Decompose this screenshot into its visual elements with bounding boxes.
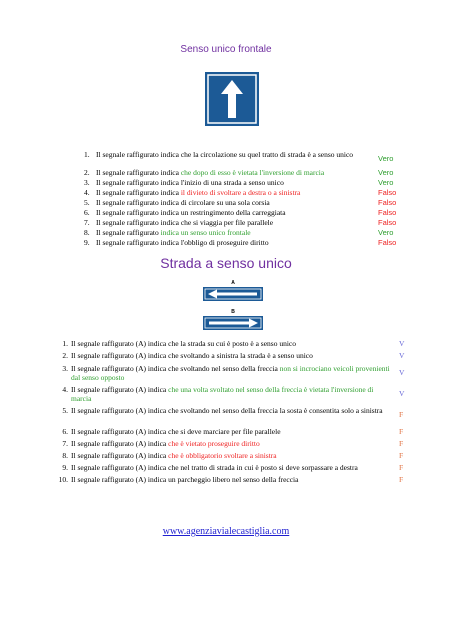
question-number: 5. [62, 406, 68, 415]
answer-label: V [399, 339, 405, 348]
question-number: 4. [62, 385, 68, 394]
question-number: 1. [62, 339, 68, 348]
question-highlight: indica un senso unico frontale [160, 228, 251, 237]
question-text: Il segnale raffigurato (A) indica che si deve marciare per file parallele [71, 427, 281, 436]
question-text: Il segnale raffigurato indica l'obbligo di proseguire diritto [96, 238, 269, 247]
answer-label: F [399, 475, 404, 484]
section2-title: Strada a senso unico [160, 255, 292, 271]
question-text: Il segnale raffigurato indica che si viaggia per file parallele [96, 218, 274, 227]
question-text [96, 168, 376, 177]
question-highlight: che una volta svoltato nel senso della freccia è vietata l'inversione di marcia [71, 385, 374, 403]
question-number: 10. [58, 475, 68, 484]
answer-label: Falso [378, 198, 397, 207]
answer-label: F [399, 439, 404, 448]
question-text: Il segnale raffigurato (A) indica un parcheggio libero nel senso della freccia [71, 475, 299, 484]
answer-label: Vero [378, 178, 394, 187]
question-highlight: il divieto di svoltare a destra o a sinistra [180, 188, 301, 197]
answer-label: V [399, 368, 405, 377]
question-text-prefix: Il segnale raffigurato [96, 228, 161, 237]
question-number: 9. [84, 238, 90, 247]
sign-label-b: B [231, 309, 235, 315]
one-way-street-sign-icon [201, 279, 265, 331]
question-number: 2. [84, 168, 90, 177]
question-text: Il segnale raffigurato (A) indica che svoltando nel senso della freccia la sosta è consentita solo a sinistra [71, 406, 383, 415]
answer-label: Vero [378, 168, 394, 177]
one-way-ahead-sign-icon [205, 72, 259, 126]
question-number: 4. [84, 188, 90, 197]
answer-label: F [399, 410, 404, 419]
answer-label: Falso [378, 218, 397, 227]
question-text [96, 228, 376, 237]
question-text-prefix: Il segnale raffigurato (A) indica [71, 451, 169, 460]
question-highlight: che è vietato proseguire diritto [168, 439, 260, 448]
question-number: 1. [84, 150, 90, 159]
question-number: 3. [84, 178, 90, 187]
answer-label: F [399, 463, 404, 472]
question-number: 7. [62, 439, 68, 448]
question-number: 6. [84, 208, 90, 217]
question-number: 8. [62, 451, 68, 460]
question-highlight: non si incrociano veicoli provenienti dal senso opposto [71, 364, 390, 382]
question-number: 8. [84, 228, 90, 237]
question-text: Il segnale raffigurato indica di circolare su una sola corsia [96, 198, 270, 207]
answer-label: F [399, 427, 404, 436]
question-highlight: che è obbligatorio svoltare a sinistra [168, 451, 277, 460]
question-text-prefix: Il segnale raffigurato indica [96, 188, 181, 197]
answer-label: Falso [378, 188, 397, 197]
question-text: Il segnale raffigurato (A) indica che la strada su cui è posto è a senso unico [71, 339, 296, 348]
question-text: Il segnale raffigurato (A) indica che svoltando a sinistra la strada è a senso unico [71, 351, 313, 360]
question-number: 3. [62, 364, 68, 373]
question-text: Il segnale raffigurato indica un restringimento della carreggiata [96, 208, 286, 217]
question-text-prefix: Il segnale raffigurato indica [96, 168, 181, 177]
answer-label: V [399, 351, 405, 360]
question-number: 5. [84, 198, 90, 207]
question-text-prefix: Il segnale raffigurato (A) indica [71, 385, 169, 394]
question-text [71, 451, 391, 460]
question-text: Il segnale raffigurato (A) indica che nel tratto di strada in cui è posto si deve sorpassare a destra [71, 463, 358, 472]
question-text [96, 188, 376, 197]
sign-label-a: A [231, 280, 235, 286]
question-number: 6. [62, 427, 68, 436]
question-text-prefix: Il segnale raffigurato (A) indica che svoltando nel senso della freccia [71, 364, 280, 373]
question-text [71, 364, 391, 382]
answer-label: F [399, 451, 404, 460]
question-number: 9. [62, 463, 68, 472]
answer-label: Vero [378, 228, 394, 237]
question-text [71, 439, 391, 448]
question-highlight: che dopo di esso è vietata l'inversione di marcia [180, 168, 325, 177]
question-text: Il segnale raffigurato indica l'inizio di una strada a senso unico [96, 178, 284, 187]
question-text: Il segnale raffigurato indica che la circolazione su quel tratto di strada è a senso unico [96, 150, 354, 159]
question-number: 7. [84, 218, 90, 227]
answer-label: Falso [378, 238, 397, 247]
question-number: 2. [62, 351, 68, 360]
answer-label: Falso [378, 208, 397, 217]
question-text-prefix: Il segnale raffigurato (A) indica [71, 439, 169, 448]
answer-label: V [399, 389, 405, 398]
answer-label: Vero [378, 154, 394, 163]
footer [0, 526, 452, 537]
question-text [71, 385, 391, 403]
website-link[interactable]: www.agenziavialecastiglia.com [162, 526, 290, 537]
section1-title: Senso unico frontale [180, 44, 272, 55]
